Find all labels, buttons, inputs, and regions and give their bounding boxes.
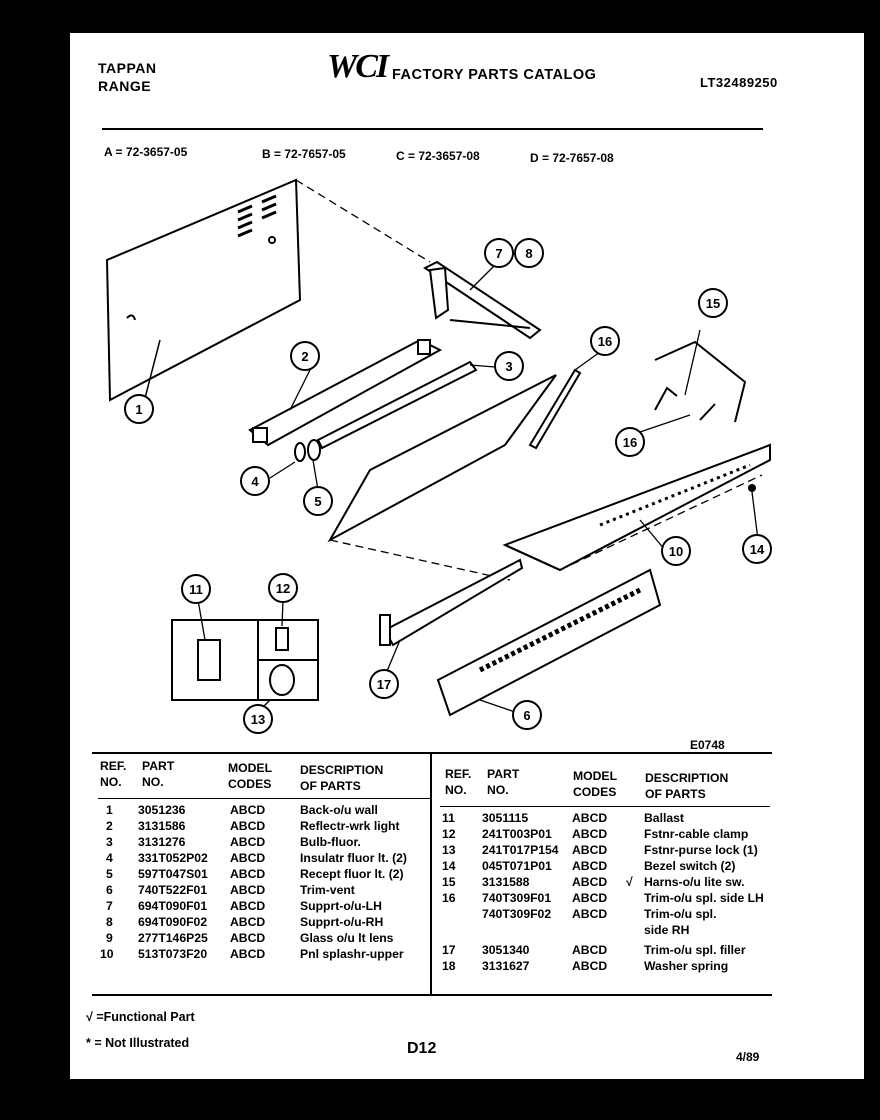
model-code-c: C = 72-3657-08 <box>396 149 480 163</box>
left-model-header: MODEL CODES <box>228 761 272 791</box>
svg-text:10: 10 <box>668 544 684 559</box>
table-top-rule <box>92 752 772 754</box>
svg-text:3: 3 <box>505 359 513 374</box>
exploded-parts-diagram <box>90 170 790 760</box>
svg-text:12: 12 <box>275 581 291 596</box>
svg-text:1: 1 <box>135 402 143 417</box>
svg-text:16: 16 <box>622 435 638 450</box>
page-code: D12 <box>407 1040 437 1057</box>
brand-name: TAPPAN <box>98 60 157 76</box>
callout-15 <box>699 289 727 317</box>
figure-code: E0748 <box>690 738 725 752</box>
svg-text:15: 15 <box>705 296 721 311</box>
left-part-header: PART NO. <box>142 759 175 789</box>
callout-2 <box>291 342 319 370</box>
table-bottom-rule <box>92 994 772 996</box>
left-desc-header: DESCRIPTION OF PARTS <box>300 763 384 793</box>
model-code-b: B = 72-7657-05 <box>262 147 346 161</box>
svg-text:14: 14 <box>749 542 765 557</box>
svg-text:13: 13 <box>250 712 266 727</box>
callout-10 <box>662 537 690 565</box>
callout-11 <box>182 575 210 603</box>
product-type: RANGE <box>98 78 152 94</box>
header-rule <box>102 128 763 130</box>
revision-date: 4/89 <box>736 1050 760 1064</box>
svg-text:11: 11 <box>189 582 203 597</box>
callout-14 <box>743 535 771 563</box>
right-header-rule <box>440 806 770 807</box>
callout-16a <box>591 327 619 355</box>
svg-text:6: 6 <box>523 708 531 723</box>
functional-part-note: √ =Functional Part <box>86 1010 195 1024</box>
model-code-a: A = 72-3657-05 <box>104 145 188 159</box>
callout-16b <box>616 428 644 456</box>
right-part-header: PART NO. <box>487 767 520 797</box>
catalog-title: FACTORY PARTS CATALOG <box>392 67 597 83</box>
callout-3 <box>495 352 523 380</box>
callout-4 <box>241 467 269 495</box>
svg-text:7: 7 <box>495 246 503 261</box>
right-model-header: MODEL CODES <box>573 769 617 799</box>
table-divider <box>430 752 432 994</box>
svg-text:5: 5 <box>314 494 322 509</box>
left-ref-header: REF. NO. <box>100 759 127 789</box>
right-desc-header: DESCRIPTION OF PARTS <box>645 771 729 801</box>
svg-text:16: 16 <box>597 334 613 349</box>
wci-logo: WCI <box>327 48 388 85</box>
callout-5 <box>304 487 332 515</box>
svg-text:17: 17 <box>376 677 392 692</box>
model-number: LT32489250 <box>700 75 778 90</box>
model-code-d: D = 72-7657-08 <box>530 151 614 165</box>
svg-text:4: 4 <box>251 474 259 489</box>
callout-6 <box>513 701 541 729</box>
callout-12 <box>269 574 297 602</box>
svg-text:2: 2 <box>301 349 309 364</box>
svg-text:8: 8 <box>525 246 533 261</box>
callout-17 <box>370 670 398 698</box>
left-header-rule <box>98 798 430 799</box>
callout-8 <box>515 239 543 267</box>
right-ref-header: REF. NO. <box>445 767 472 797</box>
callout-1 <box>125 395 153 423</box>
callout-7 <box>485 239 513 267</box>
callout-13 <box>244 705 272 733</box>
not-illustrated-note: * = Not Illustrated <box>86 1036 190 1050</box>
